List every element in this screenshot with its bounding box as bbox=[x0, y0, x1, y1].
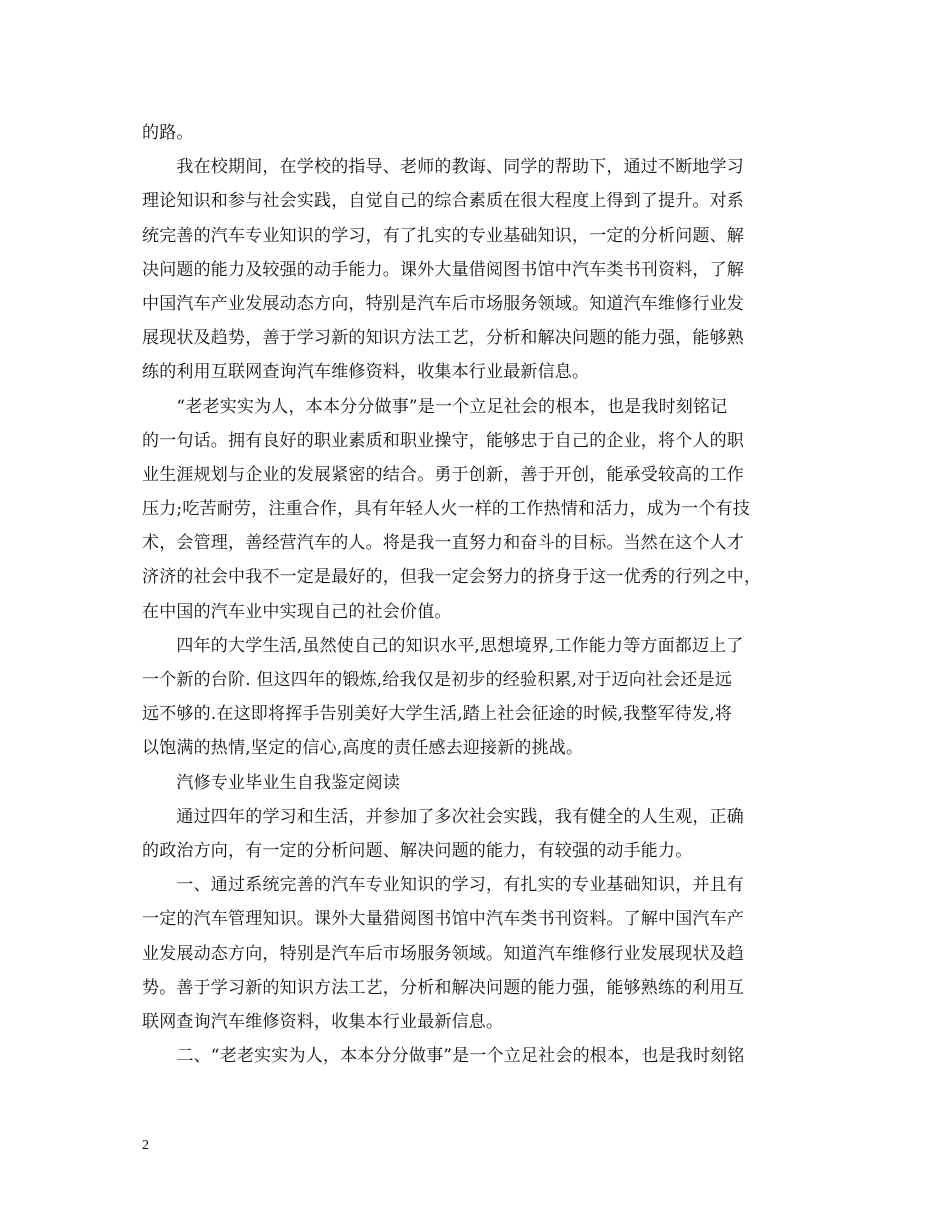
text-line: 中国汽车产业发展动态方向，特别是汽车后市场服务领域。知道汽车维修行业发 bbox=[142, 293, 744, 314]
text-line: 势。善于学习新的知识方法工艺，分析和解决问题的能力强，能够熟练的利用互 bbox=[142, 977, 744, 998]
text-line: 术，会管理，善经营汽车的人。将是我一直努力和奋斗的目标。当然在这个人才 bbox=[142, 533, 744, 554]
page-number: 2 bbox=[142, 1138, 149, 1153]
text-line: 的政治方向，有一定的分析问题、解决问题的能力，有较强的动手能力。 bbox=[142, 840, 693, 861]
text-line: 的一句话。拥有良好的职业素质和职业操守，能够忠于自己的企业，将个人的职 bbox=[142, 430, 744, 451]
text-line: 以饱满的热情,坚定的信心,高度的责任感去迎接新的挑战。 bbox=[142, 738, 584, 759]
text-line: 在中国的汽车业中实现自己的社会价值。 bbox=[142, 601, 452, 622]
text-line: 二、“老老实实为人，本本分分做事”是一个立足社会的根本，也是我时刻铭 bbox=[142, 1046, 745, 1067]
text-line: 一定的汽车管理知识。课外大量猎阅图书馆中汽车类书刊资料。了解中国汽车产 bbox=[142, 909, 744, 930]
text-line: 济济的社会中我不一定是最好的，但我一定会努力的挤身于这一优秀的行列之中， bbox=[142, 567, 762, 588]
text-line: 统完善的汽车专业知识的学习，有了扎实的专业基础知识，一定的分析问题、解 bbox=[142, 225, 744, 246]
text-line: 的路。 bbox=[142, 123, 194, 143]
section-heading: 汽修专业毕业生自我鉴定阅读 bbox=[142, 772, 400, 793]
text-line: “老老实实为人，本本分分做事”是一个立足社会的根本，也是我时刻铭记 bbox=[142, 396, 728, 417]
text-line: 展现状及趋势，善于学习新的知识方法工艺，分析和解决问题的能力强，能够熟 bbox=[142, 328, 744, 349]
text-line: 我在校期间，在学校的指导、老师的教诲、同学的帮助下，通过不断地学习 bbox=[142, 157, 744, 178]
text-line: 压力;吃苦耐劳，注重合作，具有年轻人火一样的工作热情和活力，成为一个有技 bbox=[142, 499, 750, 520]
text-line: 业发展动态方向，特别是汽车后市场服务领域。知道汽车维修行业发展现状及趋 bbox=[142, 943, 744, 964]
text-line: 通过四年的学习和生活，并参加了多次社会实践，我有健全的人生观，正确 bbox=[142, 806, 744, 827]
text-line: 决问题的能力及较强的动手能力。课外大量借阅图书馆中汽车类书刊资料，了解 bbox=[142, 259, 744, 280]
text-line: 一个新的台阶. 但这四年的锻炼,给我仅是初步的经验积累,对于迈向社会还是远 bbox=[142, 670, 733, 690]
text-line: 理论知识和参与社会实践，自觉自己的综合素质在很大程度上得到了提升。对系 bbox=[142, 191, 744, 212]
text-line: 一、通过系统完善的汽车专业知识的学习，有扎实的专业基础知识，并且有 bbox=[142, 875, 744, 896]
text-line: 业生涯规划与企业的发展紧密的结合。勇于创新，善于开创，能承受较高的工作 bbox=[142, 464, 744, 485]
text-line: 四年的大学生活,虽然使自己的知识水平,思想境界,工作能力等方面都迈上了 bbox=[142, 635, 744, 656]
text-line: 联网查询汽车维修资料，收集本行业最新信息。 bbox=[142, 1011, 504, 1032]
text-line: 远不够的.在这即将挥手告别美好大学生活,踏上社会征途的时候,我整军待发,将 bbox=[142, 704, 733, 725]
body-text bbox=[142, 116, 822, 1073]
text-line: 练的利用互联网查询汽车维修资料，收集本行业最新信息。 bbox=[142, 362, 590, 383]
